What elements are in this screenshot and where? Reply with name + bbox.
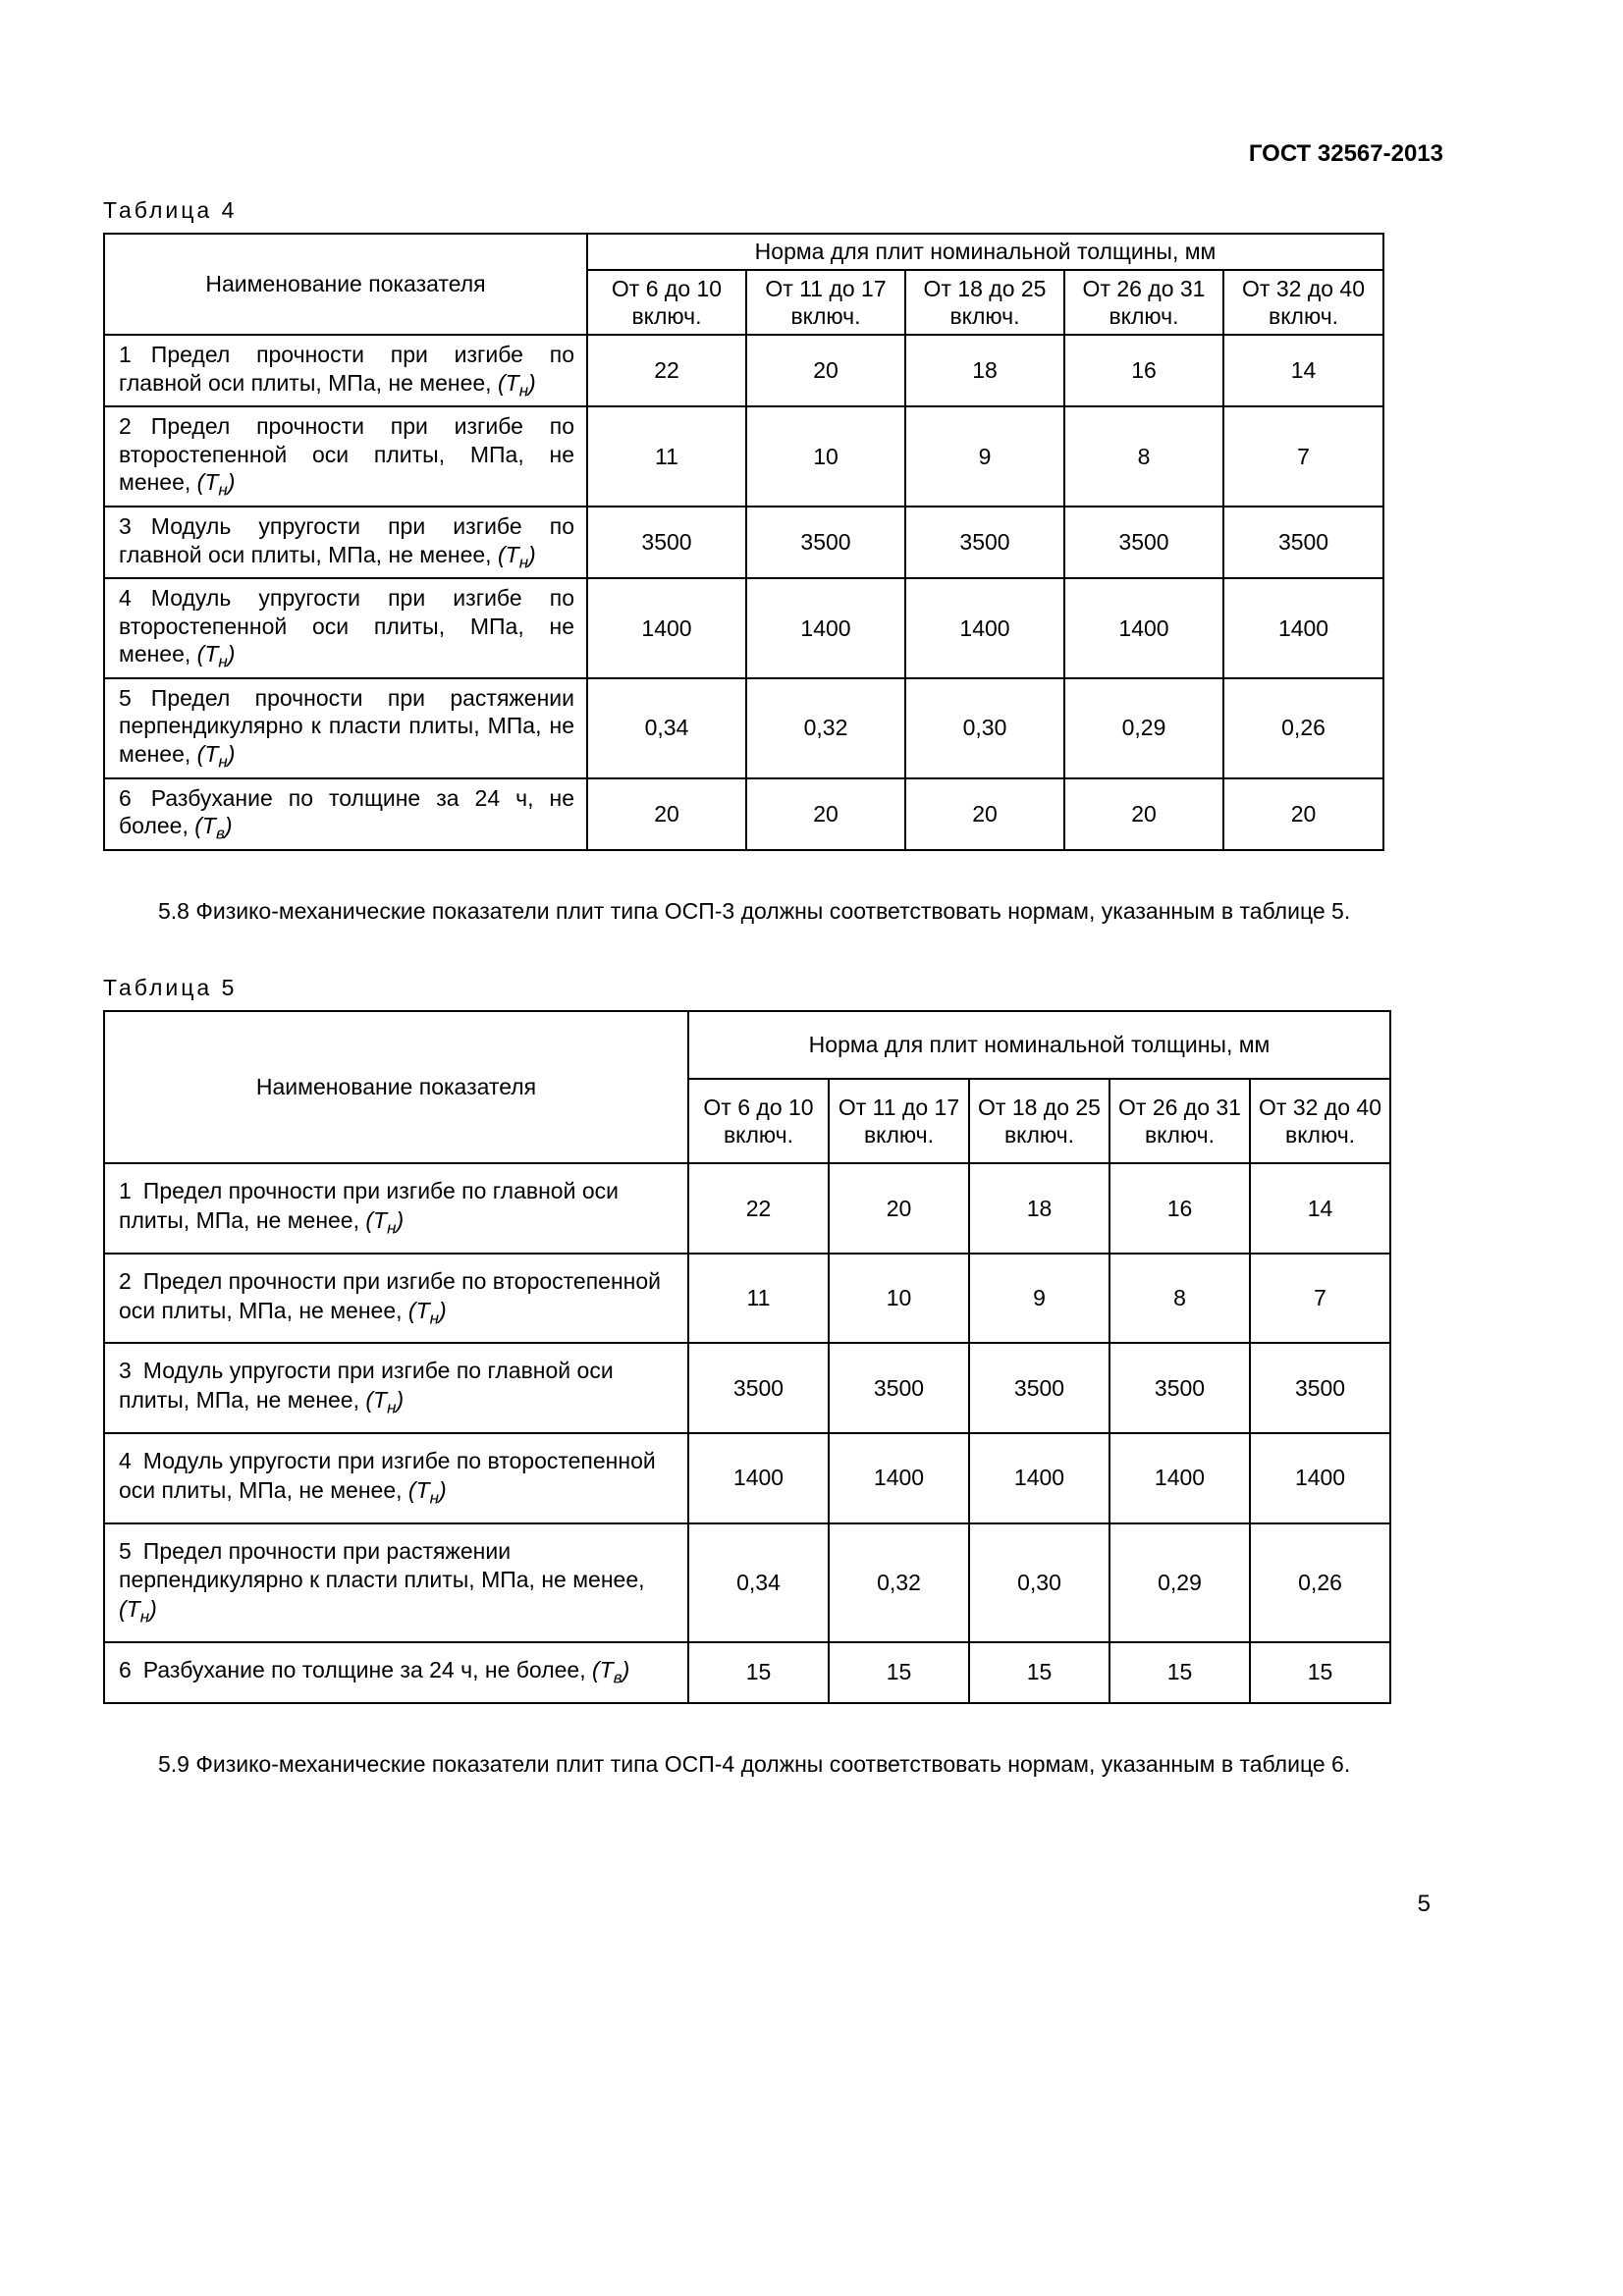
- table4-row-5: [104, 678, 1383, 778]
- t-close: ): [396, 1207, 405, 1234]
- value-cell: 0,34: [688, 1523, 829, 1642]
- row-label-text: Модуль упругости при изгибе по главной оси плиты, МПа, не менее,: [119, 1358, 614, 1414]
- value-cell: 3500: [746, 507, 905, 578]
- row-label-text: Предел прочности при изгибе по главной оси плиты, МПа, не менее,: [119, 1178, 619, 1234]
- value-cell: 20: [1064, 778, 1223, 850]
- t-close: ): [439, 1476, 447, 1503]
- value-cell: 7: [1223, 406, 1383, 507]
- table5-col-header-4: От 26 до 31 включ.: [1109, 1079, 1250, 1163]
- row-label-cell: [104, 1254, 688, 1344]
- table5-row-5: [104, 1523, 1390, 1642]
- value-cell: 1400: [587, 578, 746, 678]
- table4-caption: Таблица 4: [103, 197, 238, 223]
- table4-row-6: [104, 778, 1383, 850]
- table4-row-1: [104, 335, 1383, 406]
- row-label-cell: [104, 507, 587, 578]
- row-label-text: Предел прочности при изгибе по второстепенной оси плиты, МПа, не менее,: [119, 413, 574, 496]
- t-open: (Т: [194, 813, 216, 839]
- t-open: (Т: [497, 541, 519, 567]
- value-cell: 1400: [1223, 578, 1383, 678]
- value-cell: 0,32: [746, 678, 905, 778]
- row-label-cell: [104, 1343, 688, 1433]
- value-cell: 20: [1223, 778, 1383, 850]
- row-number: 4: [119, 585, 132, 612]
- row-label-text: Предел прочности при изгибе по главной оси плиты, МПа, не менее,: [119, 342, 574, 396]
- t-subscript-symbol: [196, 641, 236, 671]
- t-close: ): [227, 469, 236, 496]
- row-label-cell: [104, 1163, 688, 1254]
- paragraph-5-9: 5.9 Физико-механические показатели плит типа ОСП-4 должны соответствовать нормам, указанным в таблице 6.: [158, 1750, 1351, 1777]
- t-sub: н: [518, 381, 529, 400]
- t-open: (Т: [497, 369, 519, 396]
- row-number: 6: [119, 1657, 132, 1682]
- row-label-cell: [104, 1523, 688, 1642]
- value-cell: 22: [587, 335, 746, 406]
- value-cell: 16: [1064, 335, 1223, 406]
- value-cell: 7: [1250, 1254, 1390, 1344]
- value-cell: 1400: [829, 1433, 969, 1523]
- value-cell: 3500: [688, 1343, 829, 1433]
- value-cell: 15: [1109, 1642, 1250, 1703]
- value-cell: 1400: [969, 1433, 1109, 1523]
- value-cell: 1400: [1109, 1433, 1250, 1523]
- table4-col-header-4: От 26 до 31 включ.: [1064, 270, 1223, 335]
- value-cell: 3500: [1109, 1343, 1250, 1433]
- row-label-text: Разбухание по толщине за 24 ч, не более,: [142, 1657, 586, 1682]
- t-open: (Т: [365, 1387, 388, 1414]
- t-close: ): [528, 541, 536, 567]
- t-subscript-symbol: [497, 369, 536, 400]
- t-sub: в: [613, 1668, 622, 1687]
- row-label-text: Предел прочности при растяжении перпендикулярно к пласти плиты, МПа, не менее,: [119, 684, 574, 767]
- value-cell: 20: [829, 1163, 969, 1254]
- table4-norm-header: Норма для плит номинальной толщины, мм: [587, 234, 1383, 270]
- value-cell: 20: [905, 778, 1064, 850]
- t-subscript-symbol: [407, 1476, 447, 1508]
- value-cell: 15: [1250, 1642, 1390, 1703]
- value-cell: 15: [688, 1642, 829, 1703]
- value-cell: 14: [1223, 335, 1383, 406]
- row-number: 5: [119, 1537, 132, 1564]
- t-close: ): [227, 641, 236, 667]
- value-cell: 0,30: [969, 1523, 1109, 1642]
- t-sub: н: [518, 553, 529, 572]
- row-label-text: Разбухание по толщине за 24 ч, не более,: [119, 784, 574, 839]
- row-label-cell: [104, 335, 587, 406]
- value-cell: 0,26: [1223, 678, 1383, 778]
- value-cell: 15: [969, 1642, 1109, 1703]
- table5-col-header-2: От 11 до 17 включ.: [829, 1079, 969, 1163]
- table5-norm-header: Норма для плит номинальной толщины, мм: [688, 1011, 1390, 1079]
- t-subscript-symbol: [119, 1596, 157, 1627]
- value-cell: 8: [1109, 1254, 1250, 1344]
- value-cell: 1400: [1064, 578, 1223, 678]
- value-cell: 3500: [1223, 507, 1383, 578]
- row-label-cell: [104, 406, 587, 507]
- t-open: (Т: [119, 1596, 140, 1623]
- table5-row-6: [104, 1642, 1390, 1703]
- t-sub: в: [215, 824, 225, 843]
- table4-name-header: Наименование показателя: [104, 234, 587, 335]
- page-content: [103, 140, 1443, 1779]
- value-cell: 1400: [905, 578, 1064, 678]
- value-cell: 8: [1064, 406, 1223, 507]
- t-sub: н: [218, 652, 228, 671]
- t-open: (Т: [407, 1297, 430, 1323]
- table4-col-header-2: От 11 до 17 включ.: [746, 270, 905, 335]
- table5-row-3: [104, 1343, 1390, 1433]
- table4-header-row-1: [104, 234, 1383, 270]
- row-number: 3: [119, 512, 132, 539]
- table4-row-3: [104, 507, 1383, 578]
- t-subscript-symbol: [365, 1387, 405, 1417]
- t-close: ): [622, 1657, 630, 1682]
- table5-col-header-1: От 6 до 10 включ.: [688, 1079, 829, 1163]
- value-cell: 20: [746, 778, 905, 850]
- t-sub: н: [218, 480, 228, 500]
- table5-col-header-3: От 18 до 25 включ.: [969, 1079, 1109, 1163]
- t-sub: н: [429, 1308, 439, 1328]
- t-subscript-symbol: [497, 541, 536, 572]
- t-subscript-symbol: [365, 1207, 405, 1238]
- row-number: 5: [119, 684, 132, 711]
- value-cell: 11: [587, 406, 746, 507]
- t-subscript-symbol: [194, 813, 233, 843]
- value-cell: 16: [1109, 1163, 1250, 1254]
- table-5: [103, 1010, 1391, 1704]
- value-cell: 22: [688, 1163, 829, 1254]
- t-subscript-symbol: [196, 469, 236, 500]
- value-cell: 20: [746, 335, 905, 406]
- t-open: (Т: [407, 1476, 430, 1503]
- table5-name-header: Наименование показателя: [104, 1011, 688, 1163]
- value-cell: 9: [905, 406, 1064, 507]
- value-cell: 1400: [1250, 1433, 1390, 1523]
- table4-col-header-5: От 32 до 40 включ.: [1223, 270, 1383, 335]
- table4-col-header-1: От 6 до 10 включ.: [587, 270, 746, 335]
- row-label-text: Предел прочности при изгибе по второстепенной оси плиты, МПа, не менее,: [119, 1267, 662, 1323]
- value-cell: 15: [829, 1642, 969, 1703]
- value-cell: 3500: [587, 507, 746, 578]
- table5-row-2: [104, 1254, 1390, 1344]
- value-cell: 18: [969, 1163, 1109, 1254]
- row-label-cell: [104, 678, 587, 778]
- value-cell: 14: [1250, 1163, 1390, 1254]
- t-sub: н: [218, 752, 228, 772]
- table5-caption: Таблица 5: [103, 975, 238, 1001]
- value-cell: 3500: [969, 1343, 1109, 1433]
- value-cell: 0,34: [587, 678, 746, 778]
- t-subscript-symbol: [592, 1657, 630, 1687]
- row-label-text: Модуль упругости при изгибе по второстепенной оси плиты, МПа, не менее,: [119, 585, 574, 667]
- row-label-text: Модуль упругости при изгибе по главной оси плиты, МПа, не менее,: [119, 512, 574, 567]
- t-subscript-symbol: [407, 1297, 447, 1328]
- t-open: (Т: [196, 469, 219, 496]
- t-sub: н: [429, 1488, 439, 1508]
- row-label-cell: [104, 1642, 688, 1703]
- row-label-text: Предел прочности при растяжении перпендикулярно к пласти плиты, МПа, не менее,: [119, 1537, 645, 1593]
- value-cell: 0,26: [1250, 1523, 1390, 1642]
- t-close: ): [396, 1387, 405, 1414]
- page-number: 5: [1417, 1891, 1431, 1917]
- value-cell: 10: [746, 406, 905, 507]
- t-sub: н: [387, 1218, 397, 1238]
- t-subscript-symbol: [196, 740, 236, 772]
- row-number: 3: [119, 1358, 132, 1384]
- table4-row-2: [104, 406, 1383, 507]
- row-number: 1: [119, 342, 132, 368]
- table5-col-header-5: От 32 до 40 включ.: [1250, 1079, 1390, 1163]
- table4-row-4: [104, 578, 1383, 678]
- t-open: (Т: [592, 1657, 614, 1682]
- table5-row-1: [104, 1163, 1390, 1254]
- doc-code: ГОСТ 32567-2013: [1248, 140, 1443, 167]
- paragraph-5-8: 5.8 Физико-механические показатели плит типа ОСП-3 должны соответствовать нормам, указанным в таблице 5.: [158, 897, 1351, 924]
- t-close: ): [224, 813, 233, 839]
- value-cell: 1400: [746, 578, 905, 678]
- value-cell: 3500: [905, 507, 1064, 578]
- row-number: 2: [119, 1267, 132, 1294]
- t-close: ): [227, 740, 236, 767]
- value-cell: 0,32: [829, 1523, 969, 1642]
- row-label-text: Модуль упругости при изгибе по второстепенной оси плиты, МПа, не менее,: [119, 1447, 656, 1503]
- value-cell: 10: [829, 1254, 969, 1344]
- value-cell: 3500: [1250, 1343, 1390, 1433]
- t-open: (Т: [365, 1207, 388, 1234]
- value-cell: 1400: [688, 1433, 829, 1523]
- value-cell: 11: [688, 1254, 829, 1344]
- row-label-cell: [104, 578, 587, 678]
- t-sub: н: [139, 1607, 150, 1627]
- value-cell: 18: [905, 335, 1064, 406]
- value-cell: 20: [587, 778, 746, 850]
- table-4: [103, 233, 1384, 851]
- value-cell: 0,29: [1109, 1523, 1250, 1642]
- row-label-cell: [104, 778, 587, 850]
- row-label-cell: [104, 1433, 688, 1523]
- value-cell: 0,30: [905, 678, 1064, 778]
- t-open: (Т: [196, 740, 219, 767]
- t-close: ): [439, 1297, 447, 1323]
- t-open: (Т: [196, 641, 219, 667]
- table4-col-header-3: От 18 до 25 включ.: [905, 270, 1064, 335]
- row-number: 2: [119, 413, 132, 440]
- row-number: 6: [119, 784, 132, 811]
- t-close: ): [149, 1596, 157, 1623]
- table5-row-4: [104, 1433, 1390, 1523]
- value-cell: 0,29: [1064, 678, 1223, 778]
- row-number: 4: [119, 1447, 132, 1473]
- value-cell: 3500: [829, 1343, 969, 1433]
- t-sub: н: [387, 1398, 397, 1417]
- t-close: ): [528, 369, 536, 396]
- value-cell: 9: [969, 1254, 1109, 1344]
- row-number: 1: [119, 1178, 132, 1204]
- value-cell: 3500: [1064, 507, 1223, 578]
- table5-header-row-1: [104, 1011, 1390, 1079]
